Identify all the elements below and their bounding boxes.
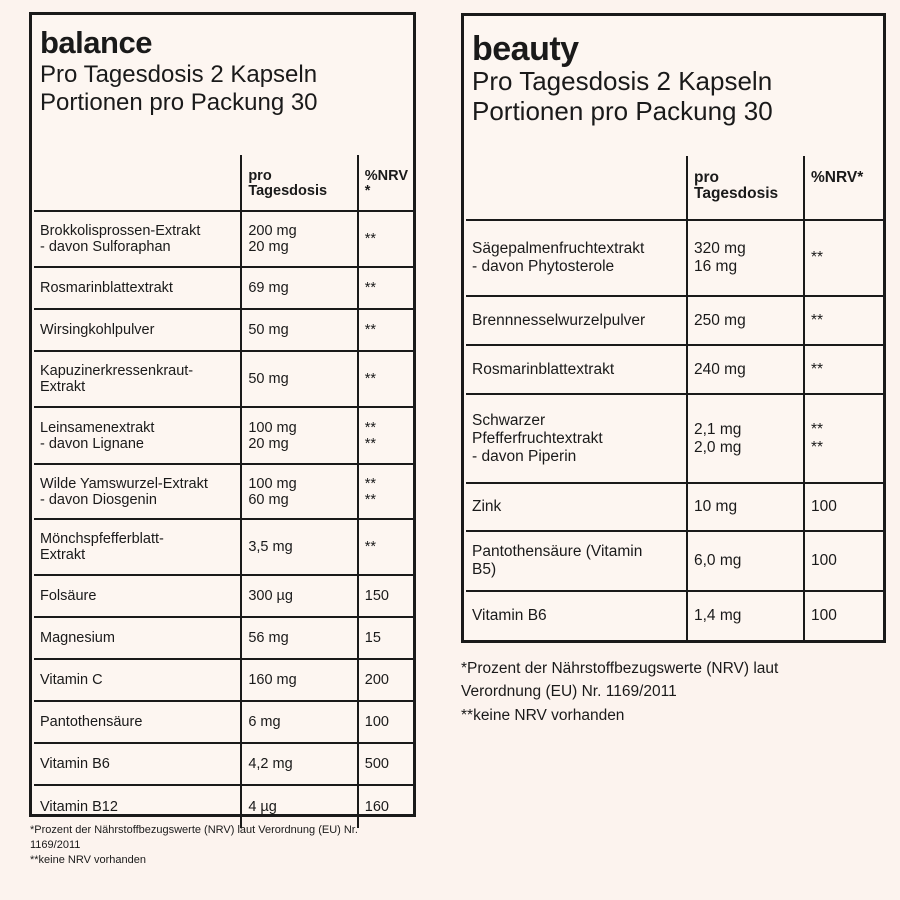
- beauty-subtitle: [472, 66, 773, 126]
- ingredient-nrv: [358, 211, 414, 267]
- ingredient-dose-line: 1,4 mg: [694, 607, 742, 624]
- ingredient-dose-line: 6,0 mg: [694, 552, 742, 569]
- ingredient-name-line: Folsäure: [40, 588, 97, 604]
- ingredient-nrv-line: **: [364, 419, 377, 436]
- ingredient-name-line: Wirsingkohlpulver: [40, 322, 155, 338]
- header-nrv: [804, 156, 884, 220]
- ingredient-dose-line: 160 mg: [248, 672, 297, 688]
- table-row: [34, 743, 414, 785]
- ingredient-nrv-line: **: [811, 360, 824, 378]
- ingredient-name-line: Extrakt: [40, 379, 86, 395]
- ingredient-name: [34, 519, 241, 575]
- ingredient-nrv-line: **: [364, 322, 377, 338]
- ingredient-name-line: Sägepalmenfruchtextrakt: [472, 240, 645, 257]
- ingredient-nrv-line: 100: [364, 714, 389, 730]
- ingredient-name-line: Rosmarinblattextrakt: [472, 360, 615, 378]
- ingredient-dose-line: 16 mg: [694, 258, 738, 275]
- ingredient-name-line: B5): [472, 561, 497, 578]
- ingredient-nrv-line: 200: [364, 672, 389, 688]
- ingredient-name: [34, 701, 241, 743]
- ingredient-dose: [687, 531, 804, 591]
- ingredient-dose: [241, 211, 357, 267]
- ingredient-dose: [241, 743, 357, 785]
- ingredient-name: [34, 617, 241, 659]
- ingredient-nrv: [804, 220, 884, 296]
- ingredient-name-line: Extrakt: [40, 547, 86, 563]
- table-row: [466, 531, 884, 591]
- table-header-row: [466, 156, 884, 220]
- ingredient-name: [34, 785, 241, 828]
- table-row: [34, 267, 414, 309]
- table-row: [466, 591, 884, 640]
- ingredient-name: [34, 407, 241, 464]
- ingredient-dose: [241, 407, 357, 464]
- ingredient-nrv: [358, 617, 414, 659]
- ingredient-nrv: [358, 659, 414, 701]
- balance-daily-dose: Pro Tagesdosis 2 Kapseln: [40, 61, 318, 88]
- ingredient-name-line: Kapuzinerkressenkraut-: [40, 363, 194, 379]
- ingredient-nrv: [804, 296, 884, 345]
- ingredient-name: [34, 309, 241, 351]
- table-row: [34, 519, 414, 575]
- ingredient-dose: [687, 220, 804, 296]
- ingredient-dose: [687, 394, 804, 483]
- ingredient-dose: [241, 519, 357, 575]
- ingredient-name: [466, 296, 687, 345]
- ingredient-dose: [687, 296, 804, 345]
- ingredient-dose: [687, 483, 804, 531]
- ingredient-nrv: [358, 464, 414, 519]
- ingredient-nrv-line: **: [364, 280, 377, 296]
- ingredient-dose: [687, 345, 804, 394]
- ingredient-name-line: - davon Sulforaphan: [40, 239, 171, 255]
- table-row: [466, 345, 884, 394]
- ingredient-name: [34, 267, 241, 309]
- table-row: [466, 394, 884, 483]
- ingredient-dose: [241, 309, 357, 351]
- table-row: [34, 211, 414, 267]
- ingredient-dose: [241, 575, 357, 617]
- beauty-daily-dose: Pro Tagesdosis 2 Kapseln: [472, 66, 773, 96]
- ingredient-dose-line: 4,2 mg: [248, 756, 293, 772]
- table-row: [34, 617, 414, 659]
- ingredient-name: [466, 394, 687, 483]
- ingredient-dose-line: 20 mg: [248, 239, 289, 255]
- ingredient-name: [466, 591, 687, 640]
- header-nrv-label: %NRV*: [811, 169, 864, 186]
- ingredient-dose-line: 240 mg: [694, 360, 746, 378]
- ingredient-name-line: Magnesium: [40, 630, 115, 646]
- ingredient-dose-line: 2,1 mg: [694, 420, 742, 438]
- ingredient-nrv-line: 100: [811, 498, 837, 515]
- table-header-row: [34, 155, 414, 211]
- ingredient-name: [466, 531, 687, 591]
- ingredient-nrv-line: **: [811, 438, 824, 456]
- ingredient-name-line: Leinsamenextrakt: [40, 419, 155, 436]
- ingredient-name-line: Vitamin B6: [40, 756, 110, 772]
- balance-title: balance: [40, 25, 152, 60]
- ingredient-dose-line: 69 mg: [248, 280, 289, 296]
- table-row: [466, 296, 884, 345]
- ingredient-name-line: Mönchspfefferblatt-: [40, 531, 164, 547]
- beauty-footnote-regulation: Verordnung (EU) Nr. 1169/2011: [461, 683, 677, 701]
- ingredient-nrv-line: **: [364, 435, 377, 452]
- ingredient-dose-line: 100 mg: [248, 475, 297, 492]
- ingredient-nrv: [804, 531, 884, 591]
- ingredient-name: [34, 575, 241, 617]
- balance-subtitle: [40, 61, 318, 117]
- ingredient-name-line: Wilde Yamswurzel-Extrakt: [40, 475, 208, 492]
- beauty-footnote-nrv: *Prozent der Nährstoffbezugswerte (NRV) laut: [461, 660, 779, 677]
- ingredient-name-line: - davon Phytosterole: [472, 258, 615, 275]
- ingredient-name-line: Vitamin C: [40, 672, 103, 688]
- ingredient-name: [34, 351, 241, 407]
- table-row: [466, 483, 884, 531]
- balance-portions: Portionen pro Packung 30: [40, 88, 318, 116]
- beauty-nutrition-card: [461, 13, 886, 643]
- ingredient-dose-line: 2,0 mg: [694, 438, 742, 456]
- ingredient-name-line: Pfefferfruchtextrakt: [472, 429, 603, 447]
- ingredient-dose-line: 6 mg: [248, 714, 281, 730]
- header-dose: [241, 155, 357, 211]
- header-dose-label: pro: [248, 168, 272, 184]
- header-ingredient: [34, 155, 241, 211]
- ingredient-nrv-line: **: [364, 231, 377, 247]
- ingredient-name-line: Schwarzer: [472, 411, 546, 429]
- ingredient-nrv: [358, 309, 414, 351]
- ingredient-dose-line: 100 mg: [248, 419, 297, 436]
- ingredient-nrv: [804, 591, 884, 640]
- header-dose-label: Tagesdosis: [248, 182, 328, 199]
- ingredient-dose-line: 50 mg: [248, 322, 289, 338]
- ingredient-dose-line: 320 mg: [694, 240, 746, 257]
- beauty-portions: Portionen pro Packung 30: [472, 96, 773, 127]
- ingredient-nrv: [358, 267, 414, 309]
- ingredient-name-line: - davon Diosgenin: [40, 491, 157, 508]
- balance-footnote: [30, 823, 400, 868]
- ingredient-name-line: Pantothensäure: [40, 714, 143, 730]
- ingredient-name-line: - davon Piperin: [472, 447, 577, 465]
- ingredient-nrv-line: 15: [364, 630, 381, 646]
- table-row: [466, 220, 884, 296]
- ingredient-dose: [241, 659, 357, 701]
- ingredient-dose: [241, 464, 357, 519]
- ingredient-nrv: [358, 785, 414, 828]
- ingredient-name: [34, 743, 241, 785]
- ingredient-name-line: Vitamin B6: [472, 607, 547, 624]
- table-row: [34, 785, 414, 828]
- ingredient-dose-line: 20 mg: [248, 435, 289, 452]
- ingredient-dose-line: 60 mg: [248, 491, 289, 508]
- ingredient-nrv: [358, 743, 414, 785]
- ingredient-nrv: [804, 483, 884, 531]
- ingredient-nrv-line: **: [811, 311, 824, 329]
- header-dose: [687, 156, 804, 220]
- balance-nutrition-card: [29, 12, 416, 817]
- ingredient-dose-line: 56 mg: [248, 630, 289, 646]
- ingredient-dose-line: 300 µg: [248, 588, 293, 604]
- ingredient-dose-line: 10 mg: [694, 498, 738, 515]
- ingredient-name-line: Pantothensäure (Vitamin: [472, 543, 643, 560]
- ingredient-name-line: Vitamin B12: [40, 799, 118, 815]
- table-row: [34, 464, 414, 519]
- ingredient-nrv-line: 160: [364, 799, 389, 815]
- ingredient-dose-line: 4 µg: [248, 799, 277, 815]
- ingredient-name: [34, 659, 241, 701]
- ingredient-nrv: [804, 345, 884, 394]
- ingredient-nrv: [358, 351, 414, 407]
- ingredient-dose: [687, 591, 804, 640]
- beauty-footnote: [461, 657, 861, 727]
- ingredient-dose: [241, 701, 357, 743]
- ingredient-name: [466, 483, 687, 531]
- ingredient-dose: [241, 351, 357, 407]
- beauty-nutrition-table: [466, 156, 884, 640]
- ingredient-name: [34, 211, 241, 267]
- ingredient-nrv: [804, 394, 884, 483]
- ingredient-nrv-line: **: [364, 491, 377, 508]
- ingredient-nrv: [358, 575, 414, 617]
- beauty-footnote-no-nrv: **keine NRV vorhanden: [461, 706, 625, 724]
- ingredient-name: [466, 345, 687, 394]
- ingredient-nrv-line: 100: [811, 552, 837, 569]
- ingredient-nrv-line: 150: [364, 588, 389, 604]
- balance-nutrition-table: [34, 155, 414, 828]
- ingredient-nrv-line: 500: [364, 756, 389, 772]
- header-nrv: [358, 155, 414, 211]
- table-row: [34, 575, 414, 617]
- ingredient-dose: [241, 785, 357, 828]
- balance-footnote-no-nrv: **keine NRV vorhanden: [30, 853, 146, 866]
- ingredient-dose: [241, 267, 357, 309]
- ingredient-nrv-line: **: [364, 371, 377, 387]
- table-row: [34, 309, 414, 351]
- ingredient-name-line: Brennnesselwurzelpulver: [472, 311, 646, 329]
- ingredient-name-line: Rosmarinblattextrakt: [40, 280, 173, 296]
- ingredient-dose-line: 50 mg: [248, 371, 289, 387]
- header-dose-label: Tagesdosis: [694, 184, 779, 202]
- ingredient-nrv-line: **: [364, 475, 377, 492]
- ingredient-name-line: - davon Lignane: [40, 435, 144, 452]
- balance-footnote-nrv: *Prozent der Nährstoffbezugswerte (NRV) laut Verordnung (EU) Nr. 1169/2011: [30, 824, 358, 851]
- table-row: [34, 407, 414, 464]
- table-row: [34, 351, 414, 407]
- ingredient-nrv-line: **: [364, 539, 377, 555]
- ingredient-nrv-line: **: [811, 420, 824, 438]
- ingredient-dose-line: 250 mg: [694, 311, 746, 329]
- ingredient-nrv: [358, 701, 414, 743]
- ingredient-nrv-line: 100: [811, 607, 837, 624]
- header-dose-label: pro: [694, 169, 719, 186]
- beauty-title: beauty: [472, 30, 579, 68]
- ingredient-dose: [241, 617, 357, 659]
- table-row: [34, 659, 414, 701]
- ingredient-dose-line: 3,5 mg: [248, 539, 293, 555]
- ingredient-name: [466, 220, 687, 296]
- header-nrv-label: %NRV: [364, 168, 408, 184]
- ingredient-name: [34, 464, 241, 519]
- ingredient-dose-line: 200 mg: [248, 223, 297, 239]
- ingredient-nrv: [358, 407, 414, 464]
- ingredient-name-line: Brokkolisprossen-Extrakt: [40, 223, 201, 239]
- header-ingredient: [466, 156, 687, 220]
- ingredient-nrv: [358, 519, 414, 575]
- header-nrv-label: *: [364, 182, 371, 199]
- ingredient-nrv-line: **: [811, 249, 824, 266]
- table-row: [34, 701, 414, 743]
- ingredient-name-line: Zink: [472, 498, 502, 515]
